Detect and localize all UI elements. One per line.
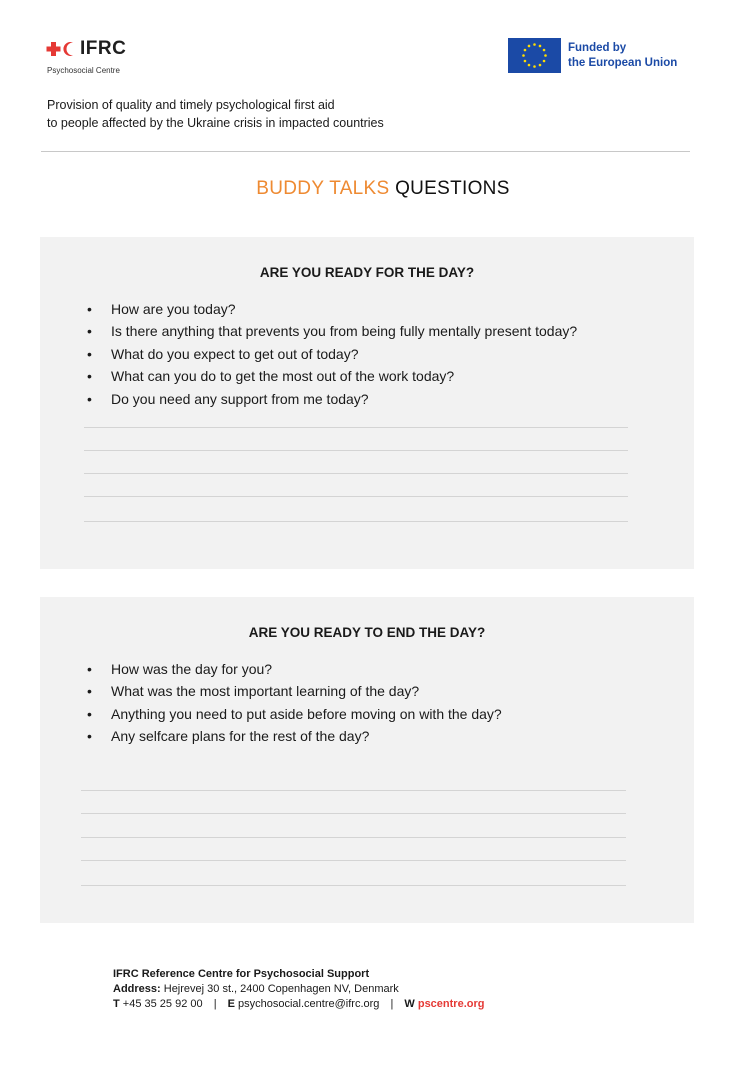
question-item: • How was the day for you? (85, 658, 502, 680)
eu-star (522, 54, 525, 57)
footer-phone: +45 35 25 92 00 (122, 998, 203, 1010)
eu-star (533, 43, 536, 46)
title-rest: QUESTIONS (395, 178, 510, 199)
eu-text-line2: the European Union (568, 56, 678, 69)
intro-line-2: to people affected by the Ukraine crisis in impacted countries (47, 116, 384, 130)
question-item: • Do you need any support from me today? (85, 388, 577, 410)
red-cross-crescent-icon (46, 41, 76, 57)
question-item: • What can you do to get the most out of the work today? (85, 365, 577, 387)
eu-flag-icon (508, 38, 561, 73)
writing-line (81, 837, 626, 838)
ifrc-logo (46, 38, 126, 60)
writing-line (81, 813, 626, 814)
question-list (85, 658, 502, 748)
footer-website-link[interactable]: pscentre.org (417, 998, 485, 1010)
eu-star (528, 64, 531, 67)
eu-star (528, 45, 531, 48)
writing-line (84, 450, 628, 451)
eu-star (539, 45, 542, 48)
question-item: • How are you today? (85, 298, 577, 320)
question-item: • What was the most important learning of the day? (85, 680, 502, 702)
end-of-day-panel (40, 597, 694, 923)
intro-text (47, 96, 384, 132)
footer-email[interactable]: psychosocial.centre@ifrc.org (238, 998, 380, 1010)
eu-text-line1: Funded by (568, 41, 627, 54)
writing-line (84, 473, 628, 474)
writing-line (84, 521, 628, 522)
eu-star (543, 60, 546, 63)
footer-org: IFRC Reference Centre for Psychosocial Support (113, 968, 370, 980)
page-title (0, 178, 730, 200)
eu-funding-logo (508, 38, 677, 73)
ifrc-wordmark: IFRC (80, 38, 127, 59)
question-item: • Any selfcare plans for the rest of the day? (85, 725, 502, 747)
writing-line (84, 496, 628, 497)
writing-line (81, 790, 626, 791)
section-heading: ARE YOU READY TO END THE DAY? (248, 625, 486, 640)
eu-star (524, 49, 527, 52)
address-label: Address: (113, 983, 161, 995)
header-divider (41, 151, 690, 152)
start-of-day-panel (40, 237, 694, 569)
question-item: • What do you expect to get out of today? (85, 343, 577, 365)
logo-subtitle: Psychosocial Centre (47, 66, 120, 75)
phone-label: T (113, 998, 120, 1010)
separator: | (390, 998, 394, 1010)
web-label: W (404, 998, 415, 1010)
eu-star (524, 60, 527, 63)
question-list (85, 298, 577, 410)
writing-line (81, 885, 626, 886)
intro-line-1: Provision of quality and timely psychological first aid (47, 98, 335, 112)
eu-star (544, 54, 547, 57)
writing-line (81, 860, 626, 861)
eu-star (543, 49, 546, 52)
eu-star (539, 64, 542, 67)
footer (113, 967, 484, 1012)
question-item: • Is there anything that prevents you from being fully mentally present today? (85, 320, 577, 342)
question-item: • Anything you need to put aside before moving on with the day? (85, 703, 502, 725)
email-label: E (227, 998, 235, 1010)
separator: | (213, 998, 217, 1010)
footer-address: Hejrevej 30 st., 2400 Copenhagen NV, Denmark (163, 983, 399, 995)
writing-line (84, 427, 628, 428)
section-heading: ARE YOU READY FOR THE DAY? (259, 265, 475, 280)
title-accent: BUDDY TALKS (256, 178, 390, 199)
eu-star (533, 65, 536, 68)
